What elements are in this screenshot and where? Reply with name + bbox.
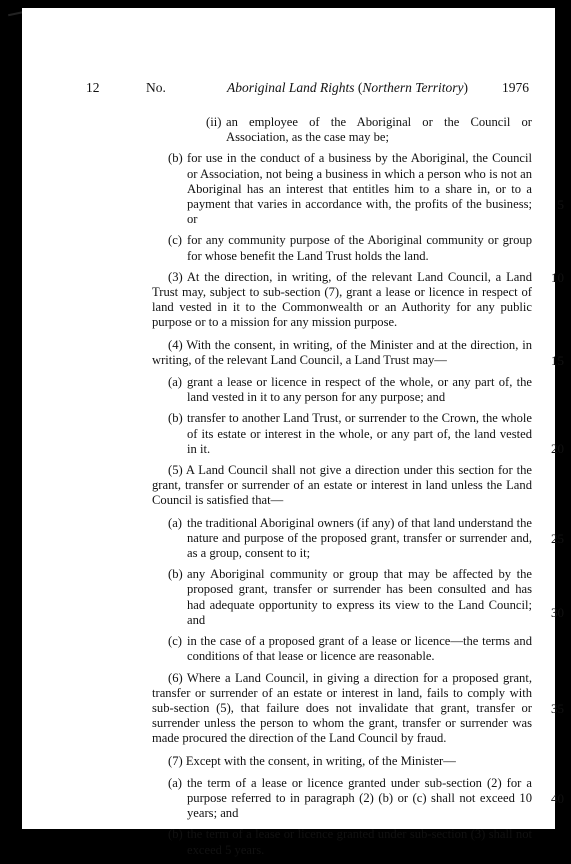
- paragraph-a-ii: [206, 115, 532, 145]
- running-title-paren-close: ): [463, 80, 469, 95]
- subsection-text: (7) Except with the consent, in writing, of the Minister—: [168, 753, 456, 768]
- subsection-4: [152, 337, 564, 368]
- paragraph-text: the traditional Aboriginal owners (if any) of that land understand the nature and purpose of the proposed grant, transfer or surrender and, as a group, consent to it;: [187, 515, 532, 561]
- paragraph-label: (a): [168, 515, 182, 530]
- paragraph-text: any Aboriginal community or group that may be affected by the proposed grant, transfer or surrender has been consulted and has had adequate opportunity to express its view to the Land Council; and: [187, 567, 532, 627]
- paragraph-5a: [168, 515, 564, 562]
- paragraph-text: in the case of a proposed grant of a lease or licence—the terms and conditions of that lease or licence are reasonable.: [187, 634, 532, 664]
- paragraph-text: the term of a lease or licence granted under sub-section (3) shall not exceed 5 years.: [187, 827, 532, 857]
- running-title-paren-open: (: [354, 80, 363, 95]
- document-body: [152, 115, 564, 864]
- paragraph-label: (ii): [206, 115, 222, 129]
- subsection-6: [152, 670, 564, 747]
- document-page: [22, 8, 564, 857]
- subsection-7: [152, 754, 532, 769]
- paragraph-text: an employee of the Aboriginal or the Council or Association, as the case may be;: [226, 115, 532, 145]
- paragraph-5b: [168, 567, 564, 628]
- act-number-label: No.: [146, 80, 166, 95]
- line-number-30: 30: [551, 605, 564, 621]
- subsection-5: [152, 463, 532, 509]
- paragraph-5c: [170, 634, 532, 664]
- subsection-text: (6) Where a Land Council, in giving a direction for a proposed grant, transfer or surrender of an estate or interest in land, fails to comply with sub-section (5), that failure does not invalidate that grant, transfer or surrender unless the person to whom the grant, transfer or surrender was made procured the direction of the Land Council by fraud.: [152, 670, 532, 746]
- paragraph-text: for use in the conduct of a business by the Aboriginal, the Council or Association, not being a business in which a person who is not an Aboriginal has an interest that entitles him to a share in, or to a payment that varies in accordance with, the profits of the business; or: [187, 151, 532, 227]
- paragraph-text: transfer to another Land Trust, or surrender to the Crown, the whole of its estate or interest in the whole, or any part of, the land vested in it.: [187, 411, 532, 456]
- line-number-5: 5: [557, 197, 564, 213]
- paragraph-7a: [168, 775, 564, 822]
- subsection-text: (5) A Land Council shall not give a direction under this section for the grant, transfer or surrender of an estate or interest in land unless the Land Council is satisfied that—: [152, 463, 532, 508]
- paragraph-label: (c): [168, 233, 182, 248]
- paragraph-4a: [170, 375, 532, 405]
- line-number-20: 20: [551, 441, 564, 457]
- paragraph-label: (b): [168, 567, 183, 582]
- page-number: 12: [86, 80, 100, 95]
- running-title-territory: Northern Territory: [362, 80, 464, 95]
- subsection-text: (3) At the direction, in writing, of the relevant Land Council, a Land Trust may, subject to sub-section (7), grant a lease or licence in respect of land vested in it to the Commonwealth or an Authority for any public purpose or to a mission for any mission purpose.: [152, 269, 532, 330]
- line-number-40: 40: [551, 790, 564, 806]
- paragraph-label: (b): [168, 151, 183, 166]
- paragraph-label: (a): [168, 775, 182, 790]
- paragraph-4b: [168, 411, 564, 457]
- line-number-25: 25: [551, 530, 564, 546]
- paragraph-text: for any community purpose of the Aboriginal community or group for whose benefit the Land Trust holds the land.: [187, 233, 532, 263]
- paragraph-label: (b): [168, 411, 183, 426]
- paragraph-7b: [170, 827, 532, 857]
- running-title: [227, 80, 468, 96]
- subsection-3: [152, 269, 564, 331]
- paragraph-text: grant a lease or licence in respect of the whole, or any part of, the land vested in it to any person for any purpose; and: [187, 375, 532, 405]
- paragraph-label: (c): [168, 634, 182, 649]
- line-number-10: 10: [551, 269, 564, 285]
- running-title-main: Aboriginal Land Rights: [227, 80, 355, 95]
- line-number-35: 35: [551, 700, 564, 716]
- subsection-text: (4) With the consent, in writing, of the Minister and at the direction, in writing, of the relevant Land Council, a Land Trust may—: [152, 337, 532, 367]
- paragraph-text: the term of a lease or licence granted under sub-section (2) for a purpose referred to in paragraph (2) (b) or (c) shall not exceed 10 years; and: [187, 775, 532, 821]
- paragraph-label: (a): [168, 375, 182, 390]
- year: 1976: [502, 80, 529, 95]
- line-number-15: 15: [551, 352, 564, 368]
- paragraph-label: (b): [168, 827, 183, 842]
- page-header: [22, 80, 555, 100]
- paragraph-c: [170, 233, 532, 263]
- paragraph-b: [168, 151, 564, 227]
